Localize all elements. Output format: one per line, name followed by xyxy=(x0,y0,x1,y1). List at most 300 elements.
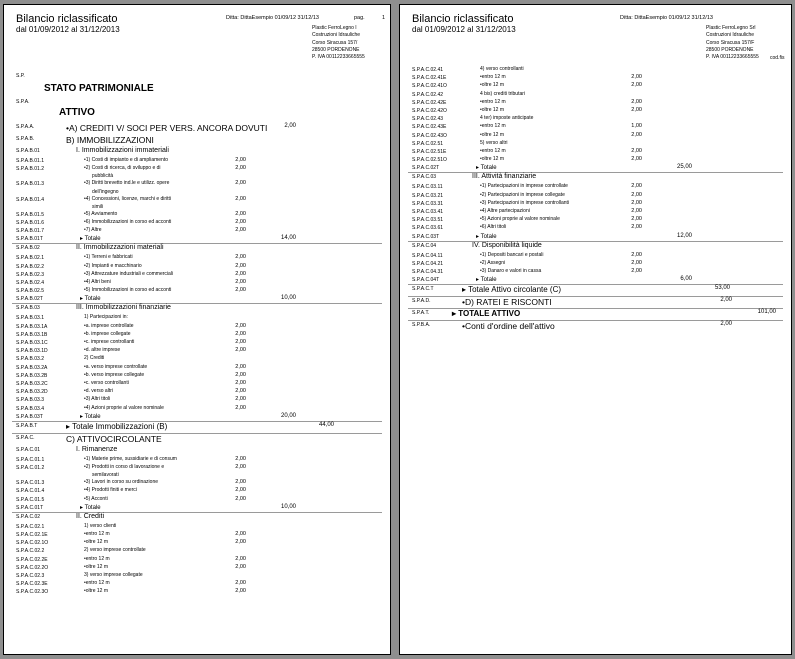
row-label: •1) Terreni e fabbricati xyxy=(84,254,133,261)
amount-value: 2,00 xyxy=(235,563,246,570)
amount-value: 2,00 xyxy=(235,279,246,285)
account-code: S.P.A.B.01.5 xyxy=(16,211,44,218)
account-code: S.P.A.C.03.31 xyxy=(412,200,444,207)
account-code: S.P.A.C.02.1 xyxy=(16,523,45,530)
row-spac015 xyxy=(4,496,390,504)
row-spab011 xyxy=(4,157,390,165)
account-code: S.P.A.C.02.1O xyxy=(16,540,49,547)
company-line: 28500 PORDENONE xyxy=(312,46,360,53)
row-label: •7) Altre xyxy=(84,227,102,234)
row-label: ▸ Totale xyxy=(80,413,101,420)
row-label: •1) Costi di impianto e di ampliamento xyxy=(84,157,169,163)
row-label: •3) Lavori in corso su ordinazione xyxy=(84,479,159,486)
amount-value: 2,00 xyxy=(631,148,642,154)
row-spac011 xyxy=(4,456,390,464)
row-spab024 xyxy=(4,279,390,287)
account-code: S.P.A.C.01 xyxy=(16,446,41,453)
account-code: S.P.A.B. xyxy=(16,136,35,142)
row-spac014 xyxy=(4,487,390,495)
account-code: S.P.A.C.02.42E xyxy=(412,99,447,106)
amount-value: 2,00 xyxy=(631,208,642,214)
row-spab033 xyxy=(4,396,390,404)
row-label: •A) CREDITI V/ SOCI PER VERS. ANCORA DOVUTI xyxy=(66,123,268,133)
amount-value: 2,00 xyxy=(235,270,246,277)
row-spac02 xyxy=(4,513,390,523)
company-block xyxy=(312,25,365,61)
row-label: •4) Concessioni, licenze, marchi e diritti xyxy=(84,195,172,202)
report-period: dal 01/09/2012 al 31/12/2013 xyxy=(16,25,120,34)
row-label: •2) Assegni xyxy=(480,259,506,266)
account-code: S.P.A.C.02.41E xyxy=(412,75,447,82)
row-label: •5) Azioni proprie al valore nominale xyxy=(480,216,560,223)
row-continuation xyxy=(4,189,390,196)
report-period: dal 01/09/2012 al 31/12/2013 xyxy=(412,25,516,34)
row-label: •entro 12 m xyxy=(480,74,506,81)
account-code: S.P.A.C.04.11 xyxy=(412,252,443,259)
amount-value: 2,00 xyxy=(235,322,246,329)
amount-value: 2,00 xyxy=(235,219,246,225)
account-code: S.P.A.C.03.21 xyxy=(412,192,444,199)
row-label: 3) verso imprese collegate xyxy=(84,572,143,578)
account-code: S.P.A.A. xyxy=(16,124,35,130)
row-label: ▸ Totale xyxy=(476,165,497,172)
row-label: •b. imprese collegate xyxy=(84,330,131,337)
row-spac0331 xyxy=(400,200,791,208)
row-label: •5) Acconti xyxy=(84,495,108,502)
row-label: simili xyxy=(92,203,104,210)
row-spac021 xyxy=(4,523,390,531)
row-label: 2) verso imprese controllate xyxy=(84,547,146,554)
row-label: ▸ Totale xyxy=(476,233,497,240)
row-label: •entro 12 m xyxy=(480,148,506,154)
row-spac0341 xyxy=(400,208,791,216)
row-spa xyxy=(4,99,390,123)
amount-value: 1,00 xyxy=(631,123,642,130)
page-number: 1 xyxy=(382,15,386,21)
report-page-1 xyxy=(3,4,391,655)
account-code: S.P.A.C.02.42O xyxy=(412,108,447,114)
row-label: •3) Altri titoli xyxy=(84,396,111,403)
account-code: S.P.A.B.03.3 xyxy=(16,397,44,404)
row-label: •oltre 12 m xyxy=(480,131,504,138)
row-label: •5) Avviamento xyxy=(84,210,118,217)
row-label: ▸ Totale Attivo circolante (C) xyxy=(462,285,562,295)
amount-value: 2,00 xyxy=(631,183,642,190)
amount-value: 2,00 xyxy=(235,487,246,494)
amount-value: 101,00 xyxy=(757,309,776,316)
amount-value: 2,00 xyxy=(235,580,246,587)
row-label: 5) verso altri xyxy=(480,139,508,146)
row-spab xyxy=(4,135,390,147)
row-spac0321 xyxy=(400,192,791,200)
row-label: •entro 12 m xyxy=(84,531,110,537)
row-label: pubblicità xyxy=(92,173,114,180)
account-code: S.P.A.B.01T xyxy=(16,236,43,243)
row-label: •oltre 12 m xyxy=(84,588,108,595)
row-spac03 xyxy=(400,173,791,183)
row-label: •a. imprese controllate xyxy=(84,322,134,329)
amount-value: 2,00 xyxy=(235,180,246,187)
row-continuation xyxy=(4,173,390,180)
row-label: •entro 12 m xyxy=(480,98,506,105)
amount-value: 2,00 xyxy=(235,388,246,395)
amount-value: 2,00 xyxy=(631,107,642,113)
row-label: •c. imprese controllanti xyxy=(84,339,135,345)
account-code: S.P.A.B.01.6 xyxy=(16,220,44,226)
amount-value: 44,00 xyxy=(318,421,334,428)
account-code: S.P.A.C.02.42 xyxy=(412,91,444,98)
row-spab014 xyxy=(4,196,390,204)
row-spab015 xyxy=(4,211,390,219)
row-spac0243o xyxy=(400,132,791,140)
account-code: S.P.A.C.02.1E xyxy=(16,532,48,538)
company-line: 28500 PORDENONE xyxy=(706,46,754,53)
row-label: II. Immobilizzazioni materiali xyxy=(76,244,164,252)
row-label: •4) Altri beni xyxy=(84,279,111,285)
row-spac021o xyxy=(4,539,390,547)
amount-value: 2,00 xyxy=(235,227,246,234)
row-label: III. Attività finanziarie xyxy=(472,173,537,181)
row-spab031d xyxy=(4,347,390,355)
row-spac0251o xyxy=(400,156,791,164)
company-line: Costruzioni Idrauliche xyxy=(706,32,755,39)
row-label: ATTIVO xyxy=(59,107,95,118)
row-label: •oltre 12 m xyxy=(480,82,504,89)
account-code: S.P.A.C.03.41 xyxy=(412,209,444,215)
row-spab012 xyxy=(4,165,390,173)
row-label: •2) Partecipazioni in imprese collegate xyxy=(480,191,565,198)
ditta-label: Ditta: DittaEsempio 01/09/12 31/12/13 xyxy=(620,15,713,21)
account-code: S.P.A.C.03 xyxy=(412,174,437,181)
amount-value: 2,00 xyxy=(235,210,246,217)
amount-value: 2,00 xyxy=(235,371,246,378)
account-code: S.P.A.C.03.51 xyxy=(412,217,444,224)
row-spab025 xyxy=(4,287,390,295)
amount-value: 2,00 xyxy=(235,195,246,202)
account-code: S.P.A.T. xyxy=(412,310,430,317)
row-label: •4) Altre partecipazioni xyxy=(480,208,530,214)
report-title: Bilancio riclassificato xyxy=(412,13,514,25)
row-spac023o xyxy=(4,588,390,596)
row-spab032a xyxy=(4,364,390,372)
row-spab01 xyxy=(4,147,390,157)
account-code: S.P.A.C.01T xyxy=(16,504,44,511)
account-code: S.P.A.C.04T xyxy=(412,277,440,284)
account-code: S.P.A.B.03.2D xyxy=(16,389,48,396)
amount-value: 2,00 xyxy=(235,287,246,294)
account-code: S.P.A.C.01.1 xyxy=(16,456,45,463)
account-code: S.P.A.B.01 xyxy=(16,148,40,154)
row-continuation xyxy=(4,204,390,211)
row-spac0251 xyxy=(400,140,791,148)
account-code: S.P.A.C.04 xyxy=(412,242,437,249)
amount-value: 25,00 xyxy=(676,164,692,171)
company-line: Plastic FerroLegno l xyxy=(312,25,357,31)
amount-value: 2,00 xyxy=(235,262,246,269)
row-continuation xyxy=(4,472,390,479)
company-line: P. IVA 00112233665555 xyxy=(312,54,365,61)
row-spac022e xyxy=(4,556,390,564)
row-spac0241o xyxy=(400,82,791,90)
row-spab034 xyxy=(4,405,390,413)
row-spab013 xyxy=(4,180,390,188)
account-code: S.P.A.C.02.2 xyxy=(16,548,45,555)
row-label: •3) Attrezzature industriali e commerciali xyxy=(84,270,174,277)
amount-value: 2,00 xyxy=(720,321,732,328)
account-code: S.P.A.B.03T xyxy=(16,413,43,420)
account-code: S.P.A.B.03.4 xyxy=(16,405,44,412)
row-spac04 xyxy=(400,242,791,252)
row-label: •2) Costi di ricerca, di sviluppo e di xyxy=(84,165,161,172)
row-label: •5) Immobilizzazioni in corso ed acconti xyxy=(84,287,172,294)
row-spac0243e xyxy=(400,123,791,131)
account-code: S.P.A.C.03T xyxy=(412,233,440,240)
row-label: 2) Crediti xyxy=(84,355,105,362)
account-code: S.P.A.B.01.7 xyxy=(16,228,44,235)
account-code: S.P.A.C.01.4 xyxy=(16,488,45,495)
page-label: pag. xyxy=(354,15,365,21)
amount-value: 2,00 xyxy=(235,363,246,370)
cod-fis-label: cod.fis xyxy=(770,55,785,61)
amount-value: 10,00 xyxy=(280,295,296,302)
company-block xyxy=(706,25,759,61)
account-code: S.P.A.B.03 xyxy=(16,305,40,312)
row-label: 1) verso clienti xyxy=(84,522,117,529)
amount-value: 2,00 xyxy=(631,259,642,266)
row-spac0242o xyxy=(400,107,791,115)
account-code: S.P.A.D. xyxy=(412,298,431,305)
company-line: P. IVA 00112233665555 xyxy=(706,54,759,61)
amount-value: 2,00 xyxy=(235,339,246,345)
row-spac0421 xyxy=(400,260,791,268)
row-label: II. Crediti xyxy=(76,512,105,520)
row-label: ▸ Totale Immobilizzazioni (B) xyxy=(66,421,168,431)
row-label: •entro 12 m xyxy=(84,555,110,562)
amount-value: 2,00 xyxy=(235,479,246,486)
row-spab023 xyxy=(4,271,390,279)
row-label: •6) Altri titoli xyxy=(480,224,507,231)
row-spac0351 xyxy=(400,216,791,224)
row-label: B) IMMOBILIZZAZIONI xyxy=(66,135,154,145)
amount-value: 2,00 xyxy=(631,74,642,81)
row-label: •a. verso imprese controllate xyxy=(84,363,148,370)
account-code: S.P.B.A. xyxy=(412,322,431,329)
amount-value: 53,00 xyxy=(714,285,730,292)
account-code: S.P.A.C.04.31 xyxy=(412,269,444,275)
account-code: S.P. xyxy=(16,73,25,79)
amount-value: 2,00 xyxy=(235,380,246,386)
amount-value: 2,00 xyxy=(631,82,642,89)
amount-value: 2,00 xyxy=(235,157,246,163)
row-spac01 xyxy=(4,446,390,456)
amount-value: 2,00 xyxy=(235,588,246,595)
row-spac022o xyxy=(4,564,390,572)
account-code: S.P.A.C.02.51E xyxy=(412,149,447,155)
row-spab032b xyxy=(4,372,390,380)
company-line: Plastic FerroLegno Srl xyxy=(706,25,756,31)
amount-value: 2,00 xyxy=(284,123,296,129)
account-code: S.P.A.C.02.3E xyxy=(16,581,48,588)
row-label: •4) Azioni proprie al valore nominale xyxy=(84,404,164,411)
row-label: •d. altre imprese xyxy=(84,347,121,354)
amount-value: 2,00 xyxy=(235,455,246,462)
amount-value: 6,00 xyxy=(680,276,692,283)
account-code: S.P.A.B.01.3 xyxy=(16,181,44,188)
row-label: •3) Danaro e valori in cassa xyxy=(480,268,542,274)
row-label: •Conti d'ordine dell'attivo xyxy=(462,321,555,332)
row-label: ▸ TOTALE ATTIVO xyxy=(452,309,521,319)
account-code: S.P.A.C.02.43O xyxy=(412,132,447,139)
account-code: S.P.A.B.03.1B xyxy=(16,331,48,338)
row-spba xyxy=(400,321,791,333)
row-spac0242e xyxy=(400,99,791,107)
row-label: IV. Disponibilità liquide xyxy=(472,241,542,249)
row-label: •oltre 12 m xyxy=(480,156,504,163)
amount-value: 2,00 xyxy=(631,131,642,138)
amount-value: 20,00 xyxy=(280,412,296,419)
account-code: S.P.A.C.02.3O xyxy=(16,589,49,596)
row-label: •6) Immobilizzazioni in corso ed acconti xyxy=(84,219,172,225)
row-label: •b. verso imprese collegate xyxy=(84,371,145,378)
row-label: •d. verso altri xyxy=(84,388,113,395)
row-label: •3) Diritti brevetto ind.le e utilizz. opere xyxy=(84,180,170,187)
row-spab032c xyxy=(4,380,390,388)
row-spac0241 xyxy=(400,66,791,74)
row-label: 4) verso controllanti xyxy=(480,66,524,72)
row-spab031b xyxy=(4,331,390,339)
account-code: S.P.A.C.02T xyxy=(412,165,440,172)
account-code: S.P.A.C.02 xyxy=(16,513,41,520)
row-label: 4 ter) imposte anticipate xyxy=(480,115,534,122)
row-label: ▸ Totale xyxy=(80,296,101,303)
amount-value: 2,00 xyxy=(631,251,642,258)
account-code: S.P.A.B.02.4 xyxy=(16,280,44,286)
row-label: ▸ Totale xyxy=(80,236,101,243)
account-code: S.P.A.C.01.5 xyxy=(16,496,45,503)
amount-value: 2,00 xyxy=(235,464,246,470)
account-code: S.P.A.B.02.1 xyxy=(16,255,44,262)
account-code: S.P.A.B.03.2B xyxy=(16,372,48,379)
row-label: I. Immobilizzazioni immateriali xyxy=(76,147,169,154)
row-label: •oltre 12 m xyxy=(480,107,504,113)
row-label: STATO PATRIMONIALE xyxy=(44,83,154,94)
account-code: S.P.A.C.03.11 xyxy=(412,184,443,191)
ditta-label: Ditta: DittaEsempio 01/09/12 31/12/13 xyxy=(226,15,319,21)
row-spac0251e xyxy=(400,148,791,156)
row-label: 4 bis) crediti tributari xyxy=(480,90,526,97)
row-spaa xyxy=(4,123,390,135)
account-code: S.P.A.C.02.41 xyxy=(412,67,444,73)
row-label: ▸ Totale xyxy=(476,277,497,284)
row-label: dell'ingegno xyxy=(92,188,119,195)
account-code: S.P.A. xyxy=(16,99,30,105)
row-spab031a xyxy=(4,323,390,331)
account-code: S.P.A.B.01.2 xyxy=(16,166,44,173)
amount-value: 12,00 xyxy=(676,232,692,239)
row-label: •entro 12 m xyxy=(84,580,110,587)
account-code: S.P.A.C.02.51O xyxy=(412,157,447,164)
account-code: S.P.A.C.01.2 xyxy=(16,465,45,471)
account-code: S.P.A.B.03.2A xyxy=(16,364,48,371)
row-label: •entro 12 m xyxy=(480,123,506,130)
account-code: S.P.A.C.02.43E xyxy=(412,124,447,131)
account-code: S.P.A.B.02.3 xyxy=(16,271,44,278)
account-code: S.P.A.B.02 xyxy=(16,245,40,252)
amount-value: 2,00 xyxy=(235,347,246,354)
row-label: •4) Prodotti finiti e merci xyxy=(84,487,137,494)
amount-value: 2,00 xyxy=(235,165,246,172)
row-spac0411 xyxy=(400,252,791,260)
account-code: S.P.A.C.02.3 xyxy=(16,573,45,579)
row-spac0242 xyxy=(400,91,791,99)
amount-value: 2,00 xyxy=(235,330,246,337)
row-label: ▸ Totale xyxy=(80,504,101,511)
row-spac0361 xyxy=(400,224,791,232)
amount-value: 2,00 xyxy=(631,98,642,105)
row-label: •1) Materie prime, sussidiarie e di consum xyxy=(84,455,177,462)
row-label: •2) Prodotti in corso di lavorazione e xyxy=(84,464,165,470)
row-spac023e xyxy=(4,580,390,588)
row-label: •3) Partecipazioni in imprese controllanti xyxy=(480,199,570,206)
row-spab03 xyxy=(4,304,390,314)
account-code: S.P.A.B.T xyxy=(16,422,38,429)
row-spab021 xyxy=(4,254,390,262)
row-label: •oltre 12 m xyxy=(84,563,108,570)
amount-value: 2,00 xyxy=(235,396,246,403)
row-label: •1) Partecipazioni in imprese controllate xyxy=(480,183,568,190)
row-spab017 xyxy=(4,227,390,235)
row-label: semilavorati xyxy=(92,472,119,479)
account-code: S.P.A.B.02T xyxy=(16,296,43,303)
row-label: •D) RATEI E RISCONTI xyxy=(462,297,552,308)
amount-value: 2,00 xyxy=(720,297,732,304)
account-code: S.P.A.B.03.2 xyxy=(16,356,44,363)
row-spab022 xyxy=(4,263,390,271)
row-spab031c xyxy=(4,339,390,347)
row-label: •2) Impianti e macchinario xyxy=(84,262,142,269)
row-label: •1) Depositi bancari e postali xyxy=(480,251,544,258)
account-code: S.P.A.C.02.51 xyxy=(412,140,444,147)
account-code: S.P.A.C.02.2O xyxy=(16,564,49,571)
row-label: •oltre 12 m xyxy=(84,539,108,546)
account-code: S.P.A.B.03.1 xyxy=(16,315,44,322)
row-spab032d xyxy=(4,388,390,396)
account-code: S.P.A.C.T xyxy=(412,286,434,293)
row-spab032 xyxy=(4,355,390,363)
row-label: C) ATTIVOCIRCOLANTE xyxy=(66,433,162,444)
account-code: S.P.A.B.03.1D xyxy=(16,348,48,355)
amount-value: 2,00 xyxy=(235,539,246,546)
row-label: III. Immobilizzazioni finanziarie xyxy=(76,304,171,312)
account-code: S.P.A.C.01.3 xyxy=(16,480,45,487)
amount-value: 2,00 xyxy=(235,555,246,562)
account-code: S.P.A.B.02.2 xyxy=(16,263,44,270)
amount-value: 2,00 xyxy=(631,224,642,231)
account-code: S.P.A.B.02.5 xyxy=(16,288,44,295)
row-spac0311 xyxy=(400,183,791,191)
row-spab02 xyxy=(4,244,390,254)
account-code: S.P.A.C. xyxy=(16,434,35,441)
company-line: Costruzioni Idrauliche xyxy=(312,32,361,39)
account-code: S.P.A.B.03.1A xyxy=(16,323,48,330)
row-spac021e xyxy=(4,531,390,539)
row-spab016 xyxy=(4,219,390,227)
amount-value: 14,00 xyxy=(280,235,296,242)
amount-value: 2,00 xyxy=(631,191,642,198)
row-label: •c. verso controllanti xyxy=(84,380,129,386)
company-line: Corso Siracusa 157/ xyxy=(312,39,358,46)
row-spac xyxy=(4,434,390,446)
